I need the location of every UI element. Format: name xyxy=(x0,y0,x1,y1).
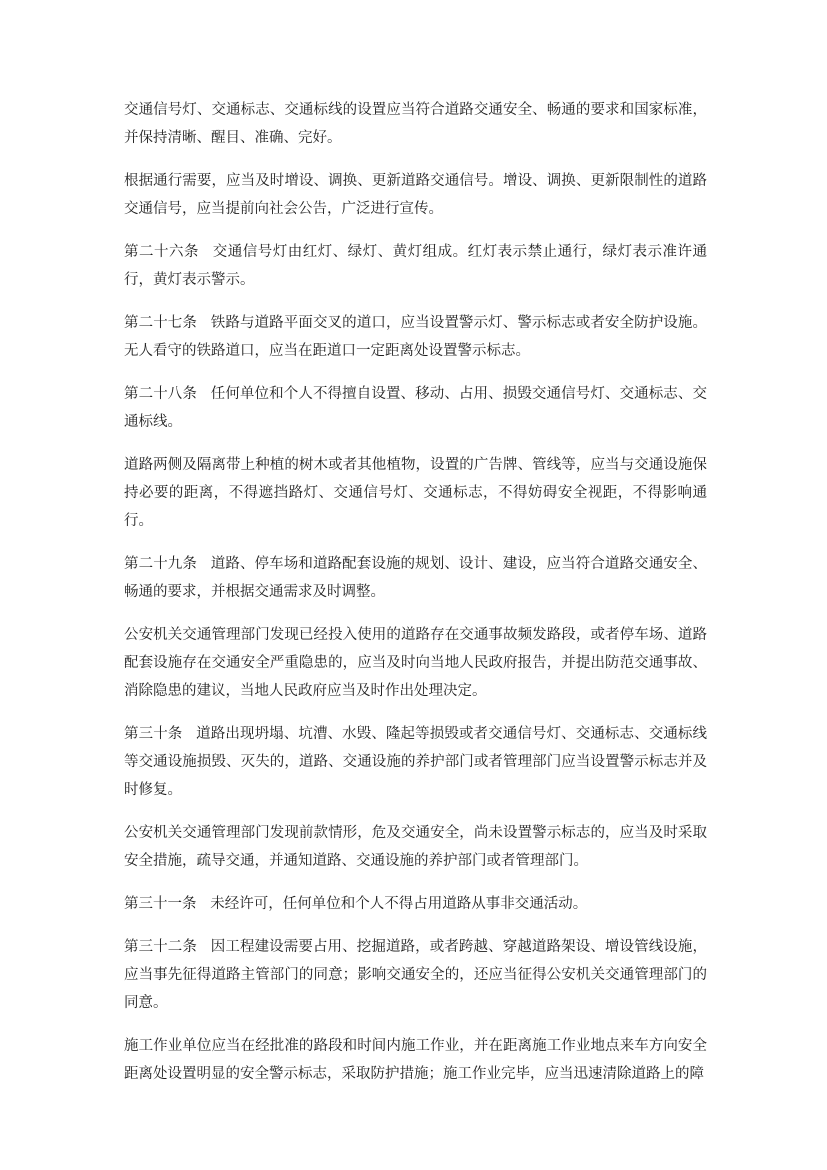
paragraph xyxy=(124,621,707,705)
paragraph-text: 未经许可，任何单位和个人不得占用道路从事非交通活动。 xyxy=(210,896,588,912)
paragraph-article-29 xyxy=(124,550,707,606)
article-number: 第二十九条 xyxy=(124,556,197,572)
article-number: 第三十二条 xyxy=(124,939,197,955)
paragraph-article-31 xyxy=(124,890,707,918)
paragraph xyxy=(124,96,707,152)
paragraph xyxy=(124,819,707,875)
paragraph-text: 施工作业单位应当在经批准的路段和时间内施工作业，并在距离施工作业地点来车方向安全距离处设置明显的安全警示标志，采取防护措施；施工作业完毕，应当迅速清除道路上的障 xyxy=(124,1038,707,1082)
paragraph-text: 公安机关交通管理部门发现前款情形，危及交通安全，尚未设置警示标志的，应当及时采取安全措施，疏导交通，并通知道路、交通设施的养护部门或者管理部门。 xyxy=(124,825,707,869)
paragraph-text: 道路、停车场和道路配套设施的规划、设计、建设，应当符合道路交通安全、畅通的要求，并根据交通需求及时调整。 xyxy=(124,556,708,600)
paragraph xyxy=(124,1032,707,1088)
paragraph-text: 道路出现坍塌、坑漕、水毁、隆起等损毁或者交通信号灯、交通标志、交通标线等交通设施损毁、灭失的，道路、交通设施的养护部门或者管理部门应当设置警示标志并及时修复。 xyxy=(124,726,708,798)
paragraph-text: 铁路与道路平面交叉的道口，应当设置警示灯、警示标志或者安全防护设施。无人看守的铁路道口，应当在距道口一定距离处设置警示标志。 xyxy=(124,315,708,359)
paragraph-text: 道路两侧及隔离带上种植的树木或者其他植物，设置的广告牌、管线等，应当与交通设施保持必要的距离，不得遮挡路灯、交通信号灯、交通标志，不得妨碍安全视距，不得影响通行。 xyxy=(124,457,707,529)
document-body xyxy=(124,96,707,1088)
paragraph-article-30 xyxy=(124,720,707,804)
paragraph-text: 交通信号灯、交通标志、交通标线的设置应当符合道路交通安全、畅通的要求和国家标准，并保持清晰、醒目、准确、完好。 xyxy=(124,102,707,146)
paragraph-article-27 xyxy=(124,309,707,365)
paragraph-text: 因工程建设需要占用、挖掘道路，或者跨越、穿越道路架设、增设管线设施，应当事先征得道路主管部门的同意；影响交通安全的，还应当征得公安机关交通管理部门的同意。 xyxy=(124,939,708,1011)
paragraph-article-28 xyxy=(124,380,707,436)
paragraph-text: 任何单位和个人不得擅自设置、移动、占用、损毁交通信号灯、交通标志、交通标线。 xyxy=(124,386,708,430)
paragraph-article-26 xyxy=(124,238,707,294)
paragraph-text: 交通信号灯由红灯、绿灯、黄灯组成。红灯表示禁止通行，绿灯表示准许通行，黄灯表示警示。 xyxy=(124,244,708,288)
article-number: 第二十七条 xyxy=(124,315,197,331)
paragraph-article-32 xyxy=(124,933,707,1017)
article-number: 第三十一条 xyxy=(124,896,197,912)
paragraph-text: 根据通行需要，应当及时增设、调换、更新道路交通信号。增设、调换、更新限制性的道路交通信号，应当提前向社会公告，广泛进行宣传。 xyxy=(124,173,707,217)
article-number: 第三十条 xyxy=(124,726,183,742)
paragraph xyxy=(124,451,707,535)
paragraph xyxy=(124,167,707,223)
article-number: 第二十八条 xyxy=(124,386,197,402)
article-number: 第二十六条 xyxy=(124,244,199,260)
paragraph-text: 公安机关交通管理部门发现已经投入使用的道路存在交通事故频发路段，或者停车场、道路配套设施存在交通安全严重隐患的，应当及时向当地人民政府报告，并提出防范交通事故、消除隐患的建议，当地人民政府应当及时作出处理决定。 xyxy=(124,627,707,699)
